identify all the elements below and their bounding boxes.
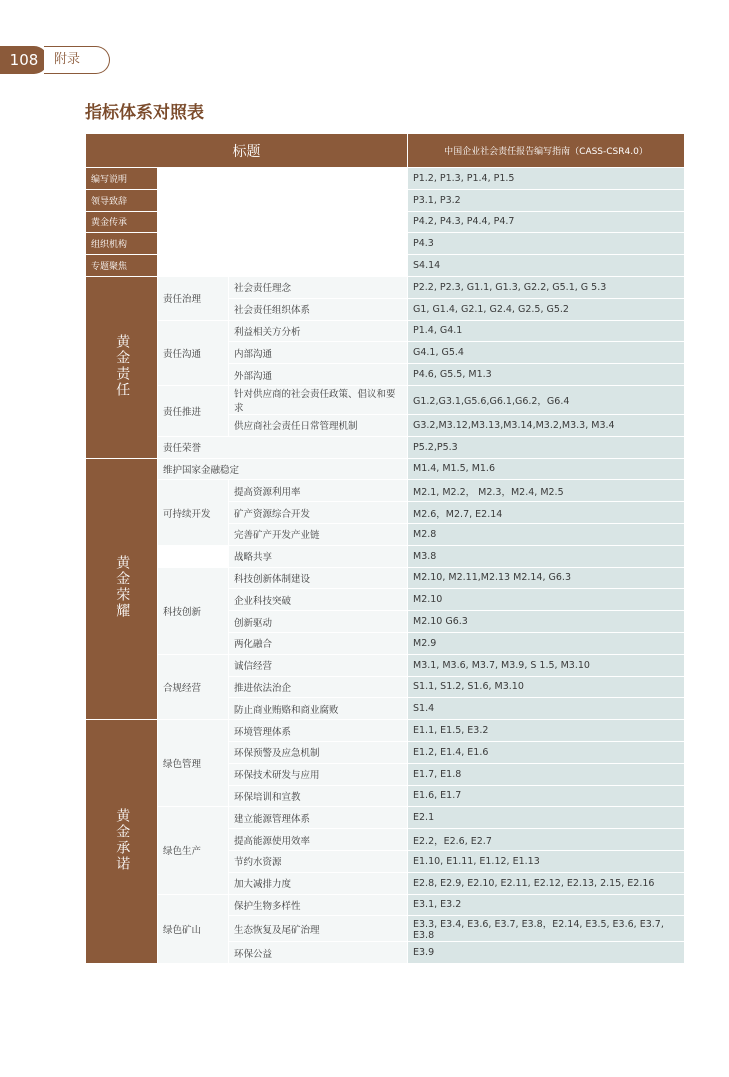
row-code: E1.1, E1.5, E3.2: [408, 720, 685, 742]
item-label: 加大减排力度: [229, 872, 408, 894]
page-number: 108: [0, 46, 48, 74]
item-label: 供应商社会责任日常管理机制: [229, 414, 408, 436]
blank-cell: [158, 189, 408, 211]
item-label: 提高资源利用率: [229, 480, 408, 502]
row-code: M1.4, M1.5, M1.6: [408, 458, 685, 480]
item-label: 社会责任理念: [229, 276, 408, 298]
group-label: 责任治理: [158, 276, 229, 320]
item-label: 环保预警及应急机制: [229, 741, 408, 763]
row-code: E3.1, E3.2: [408, 894, 685, 916]
table-row: [86, 436, 685, 458]
item-label: 完善矿产开发产业链: [229, 523, 408, 545]
row-label: 编写说明: [86, 168, 158, 190]
group-label: 绿色矿山: [158, 894, 229, 964]
section-label-text: 黄金承诺: [114, 808, 131, 873]
row-code: S1.1, S1.2, S1.6, M3.10: [408, 676, 685, 698]
row-code: G3.2,M3.12,M3.13,M3.14,M3.2,M3.3, M3.4: [408, 414, 685, 436]
table-row: [86, 894, 685, 916]
table-row: [86, 654, 685, 676]
table-header-row: [86, 134, 685, 168]
group-label: 合规经营: [158, 654, 229, 719]
item-label: 环保培训和宣教: [229, 785, 408, 807]
blank-cell: [158, 233, 408, 255]
blank-cell: [158, 211, 408, 233]
row-code: P4.2, P4.3, P4.4, P4.7: [408, 211, 685, 233]
row-code: G4.1, G5.4: [408, 342, 685, 364]
table-row: [86, 720, 685, 742]
table-body: [86, 168, 685, 964]
row-code: P2.2, P2.3, G1.1, G1.3, G2.2, G5.1, G 5.3: [408, 276, 685, 298]
item-label: 战略共享: [229, 545, 408, 567]
row-code: S4.14: [408, 255, 685, 277]
item-label: 企业科技突破: [229, 589, 408, 611]
table-row: [86, 276, 685, 298]
row-code: E1.2, E1.4, E1.6: [408, 741, 685, 763]
page-header: [0, 46, 110, 74]
item-label: 生态恢复及尾矿治理: [229, 916, 408, 942]
item-label: 内部沟通: [229, 342, 408, 364]
table-row: [86, 480, 685, 502]
row-label: 黄金传承: [86, 211, 158, 233]
row-code: E3.3, E3.4, E3.6, E3.7, E3.8，E2.14, E3.5, E3.6, E3.7, E3.8: [408, 916, 685, 942]
item-label: 提高能源使用效率: [229, 829, 408, 851]
item-label: 防止商业贿赂和商业腐败: [229, 698, 408, 720]
group-label: 责任推进: [158, 385, 229, 436]
header-standard: 中国企业社会责任报告编写指南（CASS-CSR4.0）: [408, 134, 685, 168]
table-row: [86, 458, 685, 480]
item-label: 矿产资源综合开发: [229, 502, 408, 524]
item-label: 针对供应商的社会责任政策、倡议和要求: [229, 385, 408, 414]
table-row: [86, 320, 685, 342]
row-code: G1.2,G3.1,G5.6,G6.1,G6.2，G6.4: [408, 385, 685, 414]
row-code: E2.2，E2.6, E2.7: [408, 829, 685, 851]
section-label: [86, 276, 158, 458]
section-label: [86, 458, 158, 720]
group-label: 绿色生产: [158, 807, 229, 894]
row-label: 领导致辞: [86, 189, 158, 211]
row-code: E1.6, E1.7: [408, 785, 685, 807]
row-code: M2.1, M2.2， M2.3，M2.4, M2.5: [408, 480, 685, 502]
item-label: 节约水资源: [229, 850, 408, 872]
group-label: [158, 545, 229, 567]
item-label: 推进依法治企: [229, 676, 408, 698]
item-label: 环保技术研发与应用: [229, 763, 408, 785]
row-code: M2.6，M2.7, E2.14: [408, 502, 685, 524]
row-code: P1.2, P1.3, P1.4, P1.5: [408, 168, 685, 190]
row-code: P5.2,P5.3: [408, 436, 685, 458]
row-code: E2.8, E2.9, E2.10, E2.11, E2.12, E2.13, 2.15, E2.16: [408, 872, 685, 894]
section-label-text: 黄金责任: [114, 333, 131, 398]
row-code: M2.10 G6.3: [408, 611, 685, 633]
table-row: [86, 567, 685, 589]
row-label: 维护国家金融稳定: [158, 458, 408, 480]
row-code: M2.10: [408, 589, 685, 611]
row-code: E3.9: [408, 942, 685, 964]
row-code: M2.8: [408, 523, 685, 545]
section-label-text: 黄金荣耀: [114, 555, 131, 620]
row-code: M2.10, M2.11,M2.13 M2.14, G6.3: [408, 567, 685, 589]
row-code: P4.6, G5.5, M1.3: [408, 364, 685, 386]
row-code: M3.8: [408, 545, 685, 567]
item-label: 环境管理体系: [229, 720, 408, 742]
item-label: 环保公益: [229, 942, 408, 964]
table-row: [86, 255, 685, 277]
table-row: [86, 385, 685, 414]
table-row: [86, 807, 685, 829]
document-title: 指标体系对照表: [85, 103, 204, 123]
row-code: P1.4, G4.1: [408, 320, 685, 342]
blank-cell: [158, 255, 408, 277]
table-row: [86, 189, 685, 211]
table-row: [86, 211, 685, 233]
row-code: P3.1, P3.2: [408, 189, 685, 211]
item-label: 外部沟通: [229, 364, 408, 386]
row-code: E1.10, E1.11, E1.12, E1.13: [408, 850, 685, 872]
section-tab: 附录: [44, 46, 110, 74]
group-label: 绿色管理: [158, 720, 229, 807]
row-label: 组织机构: [86, 233, 158, 255]
item-label: 诚信经营: [229, 654, 408, 676]
item-label: 两化融合: [229, 632, 408, 654]
table-row: [86, 233, 685, 255]
item-label: 社会责任组织体系: [229, 298, 408, 320]
group-label: 科技创新: [158, 567, 229, 654]
row-label: 专题聚焦: [86, 255, 158, 277]
table-row: [86, 168, 685, 190]
table-row: [86, 545, 685, 567]
item-label: 建立能源管理体系: [229, 807, 408, 829]
header-title: 标题: [86, 134, 408, 168]
index-table: [85, 133, 685, 964]
item-label: 保护生物多样性: [229, 894, 408, 916]
item-label: 科技创新体制建设: [229, 567, 408, 589]
row-code: M2.9: [408, 632, 685, 654]
row-code: E1.7, E1.8: [408, 763, 685, 785]
group-label: 可持续开发: [158, 480, 229, 545]
item-label: 利益相关方分析: [229, 320, 408, 342]
row-code: G1, G1.4, G2.1, G2.4, G2.5, G5.2: [408, 298, 685, 320]
row-code: M3.1, M3.6, M3.7, M3.9, S 1.5, M3.10: [408, 654, 685, 676]
row-code: S1.4: [408, 698, 685, 720]
group-label: 责任沟通: [158, 320, 229, 385]
row-code: E2.1: [408, 807, 685, 829]
row-code: P4.3: [408, 233, 685, 255]
item-label: 创新驱动: [229, 611, 408, 633]
section-label: [86, 720, 158, 964]
blank-cell: [158, 168, 408, 190]
group-label: 责任荣誉: [158, 436, 408, 458]
